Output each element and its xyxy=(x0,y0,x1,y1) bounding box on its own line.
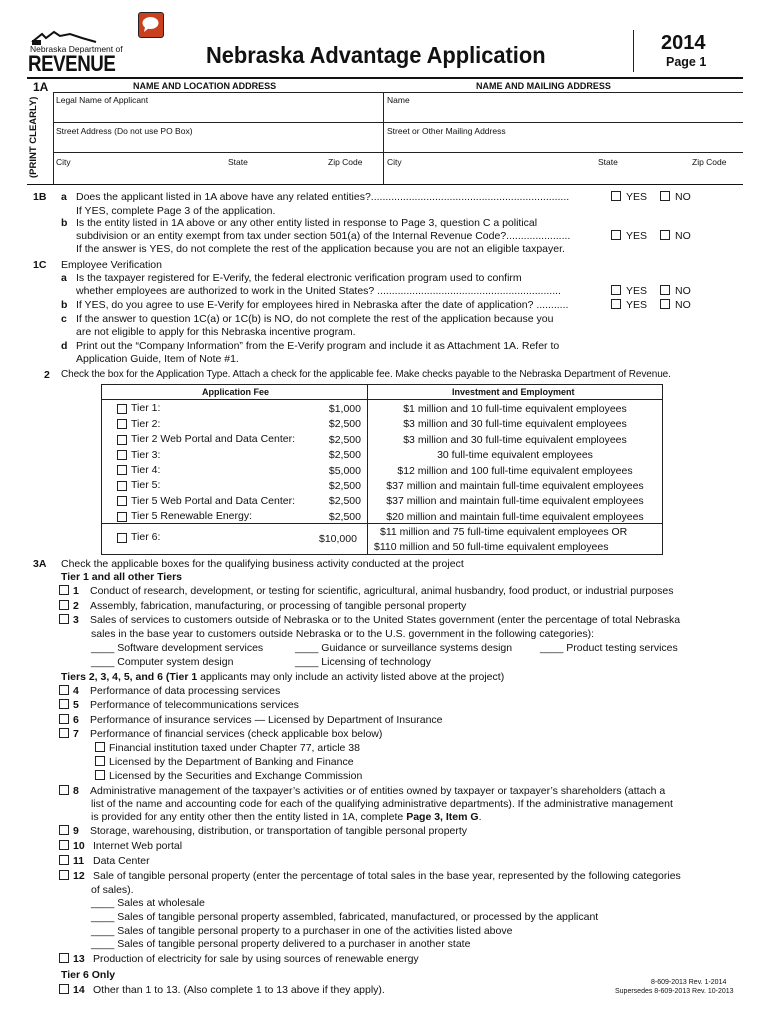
checkbox[interactable] xyxy=(660,191,670,201)
street-address-field[interactable]: Street Address (Do not use PO Box) xyxy=(56,126,193,136)
mailing-city-field[interactable]: City xyxy=(387,157,402,167)
mailing-zip-field[interactable]: Zip Code xyxy=(692,157,727,167)
checkbox[interactable] xyxy=(117,404,127,414)
1b-a-yes[interactable] xyxy=(611,191,647,204)
print-clearly-label: (PRINT CLEARLY) xyxy=(28,96,39,178)
sales-another-state[interactable]: ____ Sales of tangible personal property delivered to a purchaser in another state xyxy=(91,938,471,950)
checkbox[interactable] xyxy=(59,870,69,880)
page-number: Page 1 xyxy=(666,55,707,69)
checkbox[interactable] xyxy=(59,699,69,709)
tier-name: Tier 2 Web Portal and Data Center: xyxy=(131,433,295,446)
activity-label: Conduct of research, development, or testing for scientific, agricultural, animal husbandry, food product, or industrial purposes xyxy=(90,585,674,597)
checkbox[interactable] xyxy=(95,742,105,752)
section-3a-instructions: Check the applicable boxes for the qualifying business activity conducted at the project xyxy=(61,558,464,570)
state-field[interactable]: State xyxy=(228,157,248,167)
section-1b-label: 1B xyxy=(33,191,47,203)
activity-label: Sale of tangible personal property (enter the percentage of total sales in the base year, represented by the following categories xyxy=(93,870,681,882)
checkbox[interactable] xyxy=(95,770,105,780)
activity-label: Sales of services to customers outside of Nebraska or to the United States government (enter the percentage of total Nebraska xyxy=(90,614,681,626)
activity-label: Performance of data processing services xyxy=(90,685,281,697)
checkbox[interactable] xyxy=(59,614,69,624)
tier-6-investment-1: $11 million and 75 full-time equivalent employees OR xyxy=(380,526,628,538)
checkbox[interactable] xyxy=(117,496,127,506)
activity-label: Performance of insurance services — Licensed by Department of Insurance xyxy=(90,714,443,726)
question-1b-a: Does the applicant listed in 1A above have any related entities?.................................................................... xyxy=(76,191,570,203)
activity-item-5[interactable] xyxy=(59,699,299,712)
tier-investment: $37 million and maintain full-time equivalent employees xyxy=(386,495,644,508)
tier1-heading: Tier 1 and all other Tiers xyxy=(61,571,182,583)
activity-number: 12 xyxy=(73,870,85,882)
sales-assembled[interactable]: ____ Sales of tangible personal property assembled, fabricated, manufactured, or processed by the applicant xyxy=(91,911,599,923)
checkbox[interactable] xyxy=(117,512,127,522)
1b-b-yes[interactable] xyxy=(611,230,647,243)
category-computer-system[interactable]: ____ Computer system design xyxy=(91,656,234,668)
tier-name: Tier 1: xyxy=(131,402,161,415)
activity-label: Production of electricity for sale by using sources of renewable energy xyxy=(93,953,419,965)
tier-fee: $2,500 xyxy=(328,433,361,446)
sales-to-purchaser[interactable]: ____ Sales of tangible personal property to a purchaser in one of the activities listed above xyxy=(91,925,513,937)
question-1b-a-note: If YES, complete Page 3 of the application. xyxy=(76,205,276,217)
1c-b-no[interactable] xyxy=(660,299,691,312)
question-1b-b-note: If the answer is YES, do not complete the rest of the application because you are not an eligible taxpayer. xyxy=(76,243,565,255)
activity-item-13[interactable] xyxy=(59,953,419,966)
activity-3-cont: sales in the base year to customers outside Nebraska or to the U.S. government in the following categories): xyxy=(91,628,595,640)
tier-investment: $12 million and 100 full-time equivalent employees xyxy=(397,464,633,477)
1c-b-yes[interactable] xyxy=(611,299,647,312)
checkbox[interactable] xyxy=(95,756,105,766)
activity-label: Internet Web portal xyxy=(93,840,183,852)
activity-number: 10 xyxy=(73,840,85,852)
checkbox[interactable] xyxy=(59,600,69,610)
checkbox[interactable] xyxy=(117,450,127,460)
tier-investment: $1 million and 10 full-time equivalent employees xyxy=(403,403,627,415)
tier-investment: $3 million and 30 full-time equivalent employees xyxy=(403,433,627,446)
tier-fee: $2,500 xyxy=(328,418,361,431)
fee-header: Application Fee xyxy=(202,387,270,397)
comment-icon[interactable] xyxy=(138,12,164,38)
activity-number: 7 xyxy=(73,728,79,740)
tier-fee: $5,000 xyxy=(328,464,361,477)
tiers2-heading xyxy=(61,671,504,684)
checkbox[interactable] xyxy=(59,728,69,738)
location-address-header: NAME AND LOCATION ADDRESS xyxy=(133,81,277,91)
activity-number: 1 xyxy=(73,585,79,597)
yes-label: YES xyxy=(626,230,648,242)
tier-investment: $37 million and maintain full-time equivalent employees xyxy=(386,480,644,492)
activity-item-8[interactable] xyxy=(59,785,665,798)
category-licensing[interactable]: ____ Licensing of technology xyxy=(295,656,432,668)
tier-investment: $20 million and maintain full-time equivalent employees xyxy=(386,510,644,523)
checkbox[interactable] xyxy=(117,419,127,429)
tier-name: Tier 5: xyxy=(131,479,161,492)
activity-number: 14 xyxy=(73,984,85,996)
1c-a-no[interactable] xyxy=(660,285,691,298)
tier6-heading: Tier 6 Only xyxy=(61,969,116,981)
mailing-street-field[interactable]: Street or Other Mailing Address xyxy=(387,126,506,136)
activity-number: 11 xyxy=(73,855,85,867)
tier-name: Tier 5 Renewable Energy: xyxy=(131,510,253,523)
question-1c-c-cont: are not eligible to apply for this Nebraska incentive program. xyxy=(76,326,356,338)
activity-item-7[interactable] xyxy=(59,728,382,741)
tier-fee: $2,500 xyxy=(328,449,361,462)
section-1c-label: 1C xyxy=(33,259,47,271)
legal-name-field[interactable]: Legal Name of Applicant xyxy=(56,95,149,105)
question-1c-a: Is the taxpayer registered for E-Verify, the federal electronic verification program used to confirm xyxy=(76,272,522,284)
activity-number: 5 xyxy=(73,699,79,711)
activity-item-9[interactable] xyxy=(59,825,467,838)
no-label: NO xyxy=(675,191,691,203)
tiers2-heading-rest: applicants may only include an activity listed above at the project) xyxy=(197,671,505,683)
yes-label: YES xyxy=(626,191,648,203)
text: . xyxy=(478,811,482,823)
item-letter: b xyxy=(61,299,68,311)
sub-label: Licensed by the Securities and Exchange Commission xyxy=(109,770,363,782)
tier-name: Tier 2: xyxy=(131,417,161,430)
activity-label: Storage, warehousing, distribution, or transportation of tangible personal property xyxy=(90,825,468,837)
agency-name: REVENUE xyxy=(28,51,116,76)
activity-label: Data Center xyxy=(93,855,150,867)
form-number: 8-609-2013 Rev. 1-2014 xyxy=(651,979,727,986)
city-field[interactable]: City xyxy=(56,157,71,167)
text-bold: Page 3, Item G xyxy=(406,811,479,823)
checkbox[interactable] xyxy=(660,285,670,295)
item-letter: a xyxy=(61,272,67,284)
1c-a-yes[interactable] xyxy=(611,285,647,298)
tier-name: Tier 3: xyxy=(131,448,161,461)
investment-header: Investment and Employment xyxy=(452,387,575,397)
no-label: NO xyxy=(675,285,691,297)
activity-label: Assembly, fabrication, manufacturing, or processing of tangible personal property xyxy=(90,600,467,612)
question-1c-a-cont: whether employees are authorized to work in the United States? ............................................................... xyxy=(76,285,561,297)
category-guidance[interactable]: ____ Guidance or surveillance systems design xyxy=(295,642,513,654)
activity-number: 2 xyxy=(73,600,79,612)
tier-investment: 30 full-time equivalent employees xyxy=(437,449,593,462)
activity-item-4[interactable] xyxy=(59,685,280,698)
checkbox[interactable] xyxy=(117,533,127,543)
checkbox[interactable] xyxy=(611,191,621,201)
checkbox[interactable] xyxy=(59,714,69,724)
checkbox[interactable] xyxy=(117,435,127,445)
checkbox[interactable] xyxy=(59,953,69,963)
tier-fee: $2,500 xyxy=(328,480,361,492)
activity-number: 3 xyxy=(73,614,79,626)
activity-number: 9 xyxy=(73,825,79,837)
tier-fee: $2,500 xyxy=(328,510,361,523)
checkbox[interactable] xyxy=(59,855,69,865)
activity-label: Performance of telecommunications services xyxy=(90,699,299,711)
checkbox[interactable] xyxy=(59,840,69,850)
yes-label: YES xyxy=(626,299,648,311)
financial-sub-b[interactable] xyxy=(95,756,354,769)
employee-verification-title: Employee Verification xyxy=(61,259,162,271)
activity-item-2[interactable] xyxy=(59,600,466,613)
activity-label: Administrative management of the taxpayer’s activities or of entities owned by taxpayer or taxpayer’s shareholders (attach a xyxy=(90,785,666,797)
checkbox[interactable] xyxy=(59,585,69,595)
tiers2-heading-bold: Tier 1 xyxy=(169,671,198,683)
checkbox[interactable] xyxy=(59,984,69,994)
page-title: Nebraska Advantage Application xyxy=(206,42,546,68)
tier-name: Tier 4: xyxy=(131,464,161,477)
activity-number: 8 xyxy=(73,785,79,797)
category-software[interactable]: ____ Software development services xyxy=(91,642,264,654)
activity-8-cont: list of the name and accounting code for each of the qualifying administrative departments). If the administrative management xyxy=(91,798,673,810)
tier-fee: $1,000 xyxy=(328,403,361,415)
tiers2-heading-text: Tiers 2, 3, 4, 5, and 6 ( xyxy=(61,671,170,683)
activity-item-11[interactable] xyxy=(59,855,150,868)
form-year: 2014 xyxy=(661,32,706,54)
tier-6-fee: $10,000 xyxy=(319,533,357,545)
checkbox[interactable] xyxy=(59,825,69,835)
item-letter: d xyxy=(61,340,68,352)
tier-fee: $2,500 xyxy=(328,495,361,508)
activity-item-6[interactable] xyxy=(59,714,443,727)
activity-number: 4 xyxy=(73,685,79,697)
1b-b-no[interactable] xyxy=(660,230,691,243)
checkbox[interactable] xyxy=(117,481,127,491)
checkbox[interactable] xyxy=(611,285,621,295)
no-label: NO xyxy=(675,230,691,242)
checkbox[interactable] xyxy=(59,785,69,795)
question-1c-d-cont: Application Guide, Item of Note #1. xyxy=(76,353,239,365)
sub-label: Licensed by the Department of Banking and Finance xyxy=(109,756,354,768)
question-1b-b-cont: subdivision or an entity exempt from tax under section 501(a) of the Internal Revenue Code?...................... xyxy=(76,230,571,242)
activity-label: Performance of financial services (check applicable box below) xyxy=(90,728,383,740)
text: is provided for any entity other then the entity listed in 1A, complete xyxy=(91,811,407,823)
tier-name: Tier 6: xyxy=(131,531,161,544)
tier-6-investment-2: $110 million and 50 full-time equivalent employees xyxy=(374,541,609,553)
checkbox[interactable] xyxy=(611,299,621,309)
sub-label: Financial institution taxed under Chapter 77, article 38 xyxy=(109,742,360,754)
mailing-name-field[interactable]: Name xyxy=(387,95,410,105)
question-1c-d: Print out the “Company Information” from the E-Verify program and include it as Attachment 1A. Refer to xyxy=(76,340,560,352)
section-1a-label: 1A xyxy=(33,80,49,94)
yes-label: YES xyxy=(626,285,648,297)
application-type-instructions: Check the box for the Application Type. Attach a check for the applicable fee. Make checks payable to the Nebraska Department of Revenue. xyxy=(61,369,671,380)
item-letter: c xyxy=(61,313,67,325)
question-1c-c: If the answer to question 1C(a) or 1C(b) is NO, do not complete the rest of the application because you xyxy=(76,313,554,325)
section-3a-label: 3A xyxy=(33,558,47,570)
financial-sub-c[interactable] xyxy=(95,770,362,783)
activity-item-14[interactable] xyxy=(59,984,385,997)
zip-field[interactable]: Zip Code xyxy=(328,157,363,167)
checkbox[interactable] xyxy=(59,685,69,695)
section-2-label: 2 xyxy=(44,369,50,381)
agency-line: Nebraska Department of xyxy=(30,44,123,54)
question-1b-b: Is the entity listed in 1A above or any other entity listed in response to Page 3, question C a political xyxy=(76,217,538,229)
sales-wholesale[interactable]: ____ Sales at wholesale xyxy=(91,897,205,909)
supersedes: Supersedes 8-609-2013 Rev. 10-2013 xyxy=(615,988,734,995)
activity-item-10[interactable] xyxy=(59,840,182,853)
activity-number: 6 xyxy=(73,714,79,726)
activity-item-12[interactable] xyxy=(59,870,681,883)
no-label: NO xyxy=(675,299,691,311)
checkbox[interactable] xyxy=(117,465,127,475)
tier-name: Tier 5 Web Portal and Data Center: xyxy=(131,494,295,507)
activity-label: Other than 1 to 13. (Also complete 1 to 13 above if they apply). xyxy=(93,984,385,996)
tier-investment: $3 million and 30 full-time equivalent employees xyxy=(403,418,627,431)
financial-sub-a[interactable] xyxy=(95,742,360,755)
category-product-testing[interactable]: ____ Product testing services xyxy=(540,642,678,654)
activity-8-cont2 xyxy=(91,811,481,824)
question-1c-b: If YES, do you agree to use E-Verify for employees hired in Nebraska after the date of application? ........... xyxy=(76,299,569,311)
checkbox[interactable] xyxy=(660,230,670,240)
item-letter: b xyxy=(61,217,68,229)
activity-number: 13 xyxy=(73,953,85,965)
activity-item-3[interactable] xyxy=(59,614,680,627)
item-letter: a xyxy=(61,191,67,203)
mailing-address-header: NAME AND MAILING ADDRESS xyxy=(476,81,611,91)
activity-12-cont: of sales). xyxy=(91,884,134,896)
checkbox[interactable] xyxy=(660,299,670,309)
1b-a-no[interactable] xyxy=(660,191,691,204)
activity-item-1[interactable] xyxy=(59,585,673,598)
mailing-state-field[interactable]: State xyxy=(598,157,618,167)
checkbox[interactable] xyxy=(611,230,621,240)
revenue-logo xyxy=(30,30,125,78)
